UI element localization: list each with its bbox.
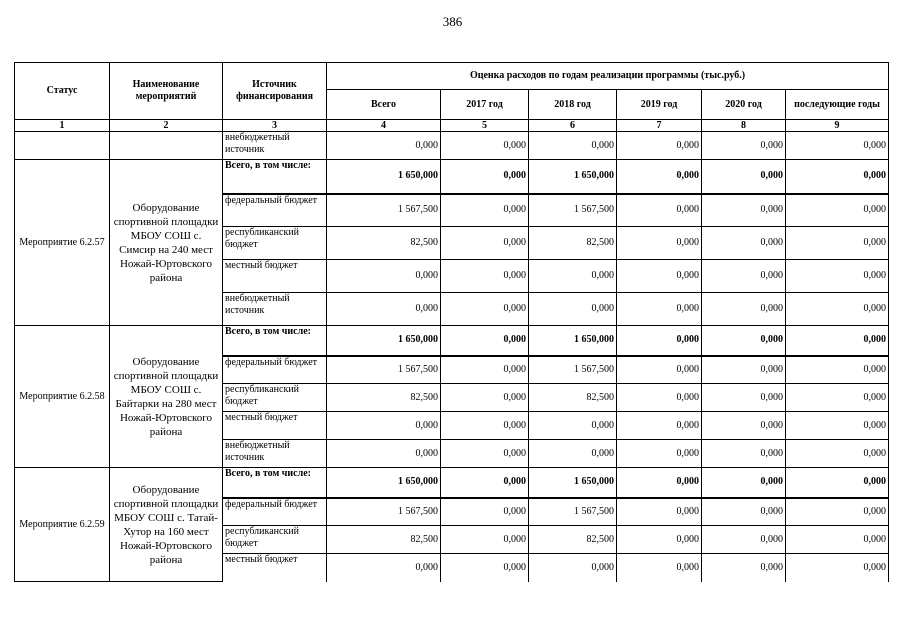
value-cell: 0,000	[441, 356, 529, 384]
value-cell: 0,000	[617, 160, 702, 194]
value-cell: 0,000	[702, 384, 786, 412]
value-cell: 0,000	[702, 526, 786, 554]
value-cell: 0,000	[702, 260, 786, 293]
value-cell: 0,000	[441, 412, 529, 440]
value-cell: 0,000	[617, 356, 702, 384]
source-cell: федеральный бюджет	[223, 356, 327, 384]
expense-table	[14, 62, 889, 582]
value-cell: 0,000	[617, 227, 702, 260]
source-cell: Всего, в том числе:	[223, 326, 327, 356]
value-cell: 0,000	[617, 326, 702, 356]
source-cell: местный бюджет	[223, 260, 327, 293]
value-cell: 0,000	[441, 498, 529, 526]
value-cell: 82,500	[327, 227, 441, 260]
source-cell: республиканский бюджет	[223, 227, 327, 260]
value-cell: 0,000	[617, 526, 702, 554]
value-cell: 0,000	[617, 384, 702, 412]
source-cell: внебюджетный источник	[223, 132, 327, 160]
value-cell: 0,000	[441, 468, 529, 498]
value-cell: 1 650,000	[327, 160, 441, 194]
value-cell: 1 567,500	[529, 498, 617, 526]
value-cell: 0,000	[786, 160, 889, 194]
value-cell: 0,000	[702, 440, 786, 468]
value-cell: 0,000	[786, 384, 889, 412]
value-cell: 0,000	[786, 194, 889, 227]
page-number: 386	[442, 14, 463, 29]
value-cell: 0,000	[702, 194, 786, 227]
source-cell: местный бюджет	[223, 554, 327, 582]
column-number: 1	[15, 120, 110, 132]
value-cell: 0,000	[441, 526, 529, 554]
table-row	[15, 160, 889, 194]
value-cell: 0,000	[786, 326, 889, 356]
value-cell: 0,000	[786, 260, 889, 293]
value-cell: 0,000	[786, 412, 889, 440]
column-number: 9	[786, 120, 889, 132]
value-cell: 0,000	[617, 194, 702, 227]
table-row	[15, 326, 889, 356]
column-number-row	[15, 120, 889, 132]
source-cell: республиканский бюджет	[223, 384, 327, 412]
value-cell: 0,000	[441, 554, 529, 582]
value-cell: 0,000	[441, 326, 529, 356]
header-later: последующие годы	[786, 90, 889, 120]
value-cell: 0,000	[327, 412, 441, 440]
status-cell: Мероприятие 6.2.57	[15, 160, 110, 326]
source-cell: федеральный бюджет	[223, 194, 327, 227]
table-row	[15, 468, 889, 498]
activity-name-cell: Оборудование спортивной площадки МБОУ СОШ с. Симсир на 240 мест Ножай-Юртовского района	[110, 160, 223, 326]
value-cell: 1 650,000	[327, 326, 441, 356]
value-cell: 0,000	[441, 132, 529, 160]
value-cell: 0,000	[529, 260, 617, 293]
value-cell: 1 650,000	[529, 326, 617, 356]
value-cell: 1 650,000	[327, 468, 441, 498]
value-cell: 0,000	[327, 554, 441, 582]
value-cell: 0,000	[617, 412, 702, 440]
status-cell	[15, 132, 110, 160]
value-cell: 0,000	[529, 293, 617, 326]
value-cell: 0,000	[702, 132, 786, 160]
column-number: 2	[110, 120, 223, 132]
value-cell: 0,000	[327, 293, 441, 326]
value-cell: 0,000	[617, 132, 702, 160]
column-number: 7	[617, 120, 702, 132]
header-source: Источник финансирования	[223, 63, 327, 120]
value-cell: 0,000	[441, 384, 529, 412]
value-cell: 0,000	[786, 554, 889, 582]
value-cell: 82,500	[529, 384, 617, 412]
value-cell: 0,000	[702, 227, 786, 260]
column-number: 6	[529, 120, 617, 132]
value-cell: 0,000	[702, 293, 786, 326]
value-cell: 0,000	[441, 227, 529, 260]
column-number: 5	[441, 120, 529, 132]
value-cell: 0,000	[702, 412, 786, 440]
activity-name-cell: Оборудование спортивной площадки МБОУ СОШ с. Татай-Хутор на 160 мест Ножай-Юртовского района	[110, 468, 223, 582]
value-cell: 0,000	[327, 260, 441, 293]
value-cell: 0,000	[786, 227, 889, 260]
column-number: 8	[702, 120, 786, 132]
header-estimate: Оценка расходов по годам реализации программы (тыс.руб.)	[327, 63, 889, 90]
value-cell: 1 567,500	[529, 194, 617, 227]
value-cell: 1 567,500	[529, 356, 617, 384]
header-2017: 2017 год	[441, 90, 529, 120]
status-cell: Мероприятие 6.2.59	[15, 468, 110, 582]
activity-name-cell: Оборудование спортивной площадки МБОУ СОШ с. Байтарки на 280 мест Ножай-Юртовского района	[110, 326, 223, 468]
column-number: 3	[223, 120, 327, 132]
value-cell: 82,500	[529, 227, 617, 260]
source-cell: федеральный бюджет	[223, 498, 327, 526]
value-cell: 0,000	[617, 440, 702, 468]
value-cell: 0,000	[529, 132, 617, 160]
value-cell: 1 567,500	[327, 498, 441, 526]
value-cell: 0,000	[617, 293, 702, 326]
value-cell: 0,000	[617, 498, 702, 526]
source-cell: внебюджетный источник	[223, 440, 327, 468]
status-cell: Мероприятие 6.2.58	[15, 326, 110, 468]
value-cell: 0,000	[786, 498, 889, 526]
value-cell: 0,000	[786, 132, 889, 160]
value-cell: 0,000	[441, 260, 529, 293]
value-cell: 0,000	[702, 326, 786, 356]
value-cell: 82,500	[529, 526, 617, 554]
value-cell: 0,000	[786, 356, 889, 384]
value-cell: 0,000	[702, 554, 786, 582]
value-cell: 0,000	[529, 412, 617, 440]
value-cell: 0,000	[786, 293, 889, 326]
table-row	[15, 132, 889, 160]
source-cell: Всего, в том числе:	[223, 160, 327, 194]
value-cell: 0,000	[441, 440, 529, 468]
name-cell	[110, 132, 223, 160]
header-status: Статус	[15, 63, 110, 120]
source-cell: Всего, в том числе:	[223, 468, 327, 498]
value-cell: 1 650,000	[529, 468, 617, 498]
value-cell: 1 650,000	[529, 160, 617, 194]
value-cell: 0,000	[617, 468, 702, 498]
source-cell: местный бюджет	[223, 412, 327, 440]
value-cell: 0,000	[702, 498, 786, 526]
header-total: Всего	[327, 90, 441, 120]
value-cell: 0,000	[327, 440, 441, 468]
value-cell: 0,000	[786, 440, 889, 468]
value-cell: 82,500	[327, 526, 441, 554]
value-cell: 0,000	[441, 194, 529, 227]
value-cell: 0,000	[702, 468, 786, 498]
value-cell: 0,000	[702, 160, 786, 194]
value-cell: 0,000	[327, 132, 441, 160]
value-cell: 0,000	[617, 554, 702, 582]
value-cell: 0,000	[529, 554, 617, 582]
header-2020: 2020 год	[702, 90, 786, 120]
value-cell: 1 567,500	[327, 194, 441, 227]
value-cell: 82,500	[327, 384, 441, 412]
header-2018: 2018 год	[529, 90, 617, 120]
value-cell: 0,000	[441, 160, 529, 194]
value-cell: 0,000	[786, 526, 889, 554]
header-name: Наименование мероприятий	[110, 63, 223, 120]
header-2019: 2019 год	[617, 90, 702, 120]
column-number: 4	[327, 120, 441, 132]
source-cell: внебюджетный источник	[223, 293, 327, 326]
value-cell: 0,000	[529, 440, 617, 468]
value-cell: 1 567,500	[327, 356, 441, 384]
value-cell: 0,000	[786, 468, 889, 498]
value-cell: 0,000	[441, 293, 529, 326]
source-cell: республиканский бюджет	[223, 526, 327, 554]
value-cell: 0,000	[617, 260, 702, 293]
value-cell: 0,000	[702, 356, 786, 384]
